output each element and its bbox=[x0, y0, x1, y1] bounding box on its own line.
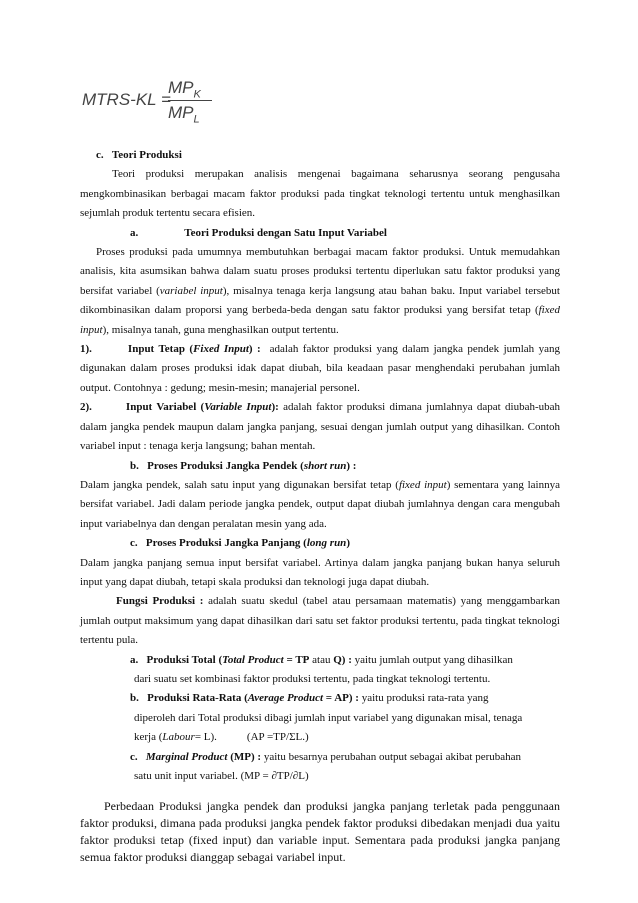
list-c-marker: c. bbox=[130, 750, 138, 763]
mtrs-formula bbox=[82, 78, 222, 128]
closing-paragraph: Perbedaan Produksi jangka pendek dan produksi jangka panjang terletak pada penggunaan faktor produksi, dimana pada produksi jangka pendek faktor produksi dibedakan menjadi dua yaitu faktor produksi tetap (fixed input) dan variable input. Sementara pada produksi jangka panjang semua faktor produksi dianggap sebagai variabel input. bbox=[80, 799, 560, 865]
sub-a-text-2: ), misalnya tenaga kerja langsung atau bahan baku. Input variabel tersebut dikombinasikan dalam proporsi yang berbeda-beda dengan satu faktor produksi yang bersifat tetap ( bbox=[80, 284, 560, 317]
item-2-text: adalah faktor produksi dimana jumlahnya dapat diubah-ubah dalam jangka pendek maupun dalam jangka panjang, sesuai dengan jumlah output yang dihasilkan. Contoh variabel input : tenaga kerja langsung; bahan mentah. bbox=[80, 401, 560, 453]
item-1-title-em: Fixed Input bbox=[193, 343, 249, 356]
sub-b-text-2: ) sementara yang lainnya bersifat variabel. Jadi dalam periode jangka pendek, output dapat diubah jumlahnya dengan cara mengubah input variabelnya dan dengan peralatan mesin yang ada. bbox=[80, 478, 560, 530]
section-c-paragraph: Teori produksi merupakan analisis mengenai bagaimana seharusnya seorang pengusaha mengkombinasikan berbagai macam faktor produksi pada tingkat teknologi tertentu untuk menghasilkan sejumlah produk tertentu secara efisien. bbox=[80, 168, 560, 220]
list-b-t3: : bbox=[352, 692, 362, 705]
fungsi-text: adalah suatu skedul (tabel atau persamaan matematis) yang menggambarkan jumlah output maksimum yang dapat dihasilkan dari satu set faktor produksi tertentu, pada tingkat teknologi tertentu pula. bbox=[80, 595, 560, 647]
document-body bbox=[80, 146, 560, 866]
sub-b-title-end: ) : bbox=[346, 459, 357, 472]
sub-c-paragraph: Dalam jangka panjang semua input bersifat variabel. Artinya dalam jangka panjang bukan hanya seluruh input yang dapat diubah, tetapi skala produksi dan teknologi juga dapat diubah. bbox=[80, 556, 560, 588]
item-1-marker: 1). bbox=[80, 343, 92, 356]
item-2-title-end: ): bbox=[271, 401, 279, 414]
list-b-l3a: kerja ( bbox=[134, 731, 163, 744]
formula-num-sub: K bbox=[193, 88, 201, 101]
item-2-title: Input Variabel ( bbox=[125, 401, 205, 414]
sub-c-title: Proses Produksi Jangka Panjang ( bbox=[145, 537, 307, 550]
sub-a-paragraph bbox=[80, 243, 560, 340]
list-c-t2: (MP) : bbox=[227, 750, 262, 763]
list-item-c-line-2: satu unit input variabel. (MP = ∂TP/∂L) bbox=[134, 770, 309, 782]
formula-den-sub: L bbox=[193, 113, 200, 126]
list-a-t2: = TP bbox=[283, 653, 310, 666]
list-item-b-line-1 bbox=[130, 689, 560, 708]
list-c-l1: yaitu besarnya perubahan output sebagai akibat perubahan bbox=[263, 750, 522, 763]
item-1-title: Input Tetap ( bbox=[127, 343, 194, 356]
list-item-b-line-2: diperoleh dari Total produksi dibagi jumlah input variabel yang digunakan misal, tenaga bbox=[134, 711, 523, 724]
section-c-heading bbox=[80, 146, 560, 165]
sub-b-marker: b. bbox=[130, 459, 139, 472]
fungsi-paragraph bbox=[80, 592, 560, 650]
list-a-t4: Q) : bbox=[333, 653, 352, 666]
sub-c-heading bbox=[80, 534, 560, 553]
list-a-t1: Produksi Total ( bbox=[146, 653, 223, 666]
list-a-t3: atau bbox=[309, 653, 334, 666]
list-b-em: Average Product bbox=[247, 692, 324, 705]
fungsi-title: Fungsi Produksi : bbox=[116, 595, 204, 608]
formula-fraction bbox=[168, 78, 212, 126]
list-a-em: Total Product bbox=[222, 653, 284, 666]
item-1-text: adalah faktor produksi yang dalam jangka pendek jumlah yang digunakan dalam proses produksi idak dapat diubah, bila keadaan pasar menghendaki perubahan jumlah output. Contohnya : gedung; mesin-mesin; manajerial personel. bbox=[80, 343, 561, 394]
item-2-marker: 2). bbox=[80, 401, 92, 414]
list-item-a-line-1 bbox=[130, 651, 560, 670]
list-b-l3c: (AP =TP/ΣL.) bbox=[246, 731, 309, 744]
formula-denominator bbox=[168, 100, 212, 125]
list-b-t1: Produksi Rata-Rata ( bbox=[147, 692, 248, 705]
item-2-paragraph bbox=[80, 398, 560, 456]
sub-b-em: fixed input bbox=[398, 478, 447, 491]
list-b-marker: b. bbox=[130, 692, 139, 705]
list-item-a-line-2: dari suatu set kombinasi faktor produksi tertentu, pada tingkat teknologi tertentu. bbox=[134, 672, 491, 685]
sub-b-title-em: short run bbox=[303, 459, 347, 472]
sub-c-title-em: long run bbox=[306, 537, 347, 550]
section-c-marker: c. bbox=[96, 149, 104, 161]
item-2-title-em: Variable Input bbox=[204, 401, 272, 414]
sub-a-text-1: Proses produksi pada umumnya membutuhkan berbagai macam faktor produksi. Untuk memudahkan analisis, kita asumsikan bahwa dalam suatu proses produksi tertentu diperlukan satu faktor produksi yang bersifat variabel ( bbox=[80, 246, 560, 297]
formula-num-text: MP bbox=[168, 78, 194, 97]
sub-a-marker: a. bbox=[130, 226, 139, 239]
item-1-title-end: ) : bbox=[248, 343, 261, 356]
formula-lhs: MTRS-KL = bbox=[82, 90, 171, 109]
list-a-l1: yaitu jumlah output yang dihasilkan bbox=[354, 653, 513, 666]
sub-a-em-2: fixed input bbox=[80, 304, 560, 336]
list-item-b bbox=[80, 689, 560, 747]
sub-b-heading bbox=[80, 457, 560, 476]
list-c-em: Marginal Product bbox=[145, 750, 228, 763]
list-b-l3b: = L). bbox=[194, 731, 217, 744]
sub-b-title: Proses Produksi Jangka Pendek ( bbox=[147, 459, 304, 472]
formula-numerator bbox=[168, 78, 212, 100]
list-b-t2: = AP) bbox=[323, 692, 353, 705]
list-item-c-line-1 bbox=[130, 748, 560, 767]
list-a-marker: a. bbox=[130, 653, 139, 666]
list-b-l1: yaitu produksi rata-rata yang bbox=[361, 692, 489, 705]
sub-a-heading bbox=[80, 224, 560, 243]
list-item-a bbox=[80, 651, 560, 690]
section-c-title: Teori Produksi bbox=[111, 149, 182, 161]
sub-c-marker: c. bbox=[130, 537, 138, 550]
sub-b-paragraph bbox=[80, 476, 560, 534]
sub-c-title-end: ) bbox=[346, 537, 350, 550]
list-item-c bbox=[80, 748, 560, 787]
formula-den-text: MP bbox=[168, 103, 194, 123]
item-1-paragraph bbox=[80, 340, 560, 398]
list-item-b-line-3 bbox=[130, 728, 560, 747]
sub-b-text-1: Dalam jangka pendek, salah satu input yang digunakan bersifat tetap ( bbox=[80, 478, 399, 491]
sub-a-text-3: ), misalnya tanah, guna menghasilkan output tertentu. bbox=[102, 323, 339, 336]
sub-a-title: Teori Produksi dengan Satu Input Variabel bbox=[184, 226, 387, 239]
list-b-l3em: Labour bbox=[162, 731, 195, 744]
sub-a-em-1: variabel input bbox=[159, 284, 223, 297]
